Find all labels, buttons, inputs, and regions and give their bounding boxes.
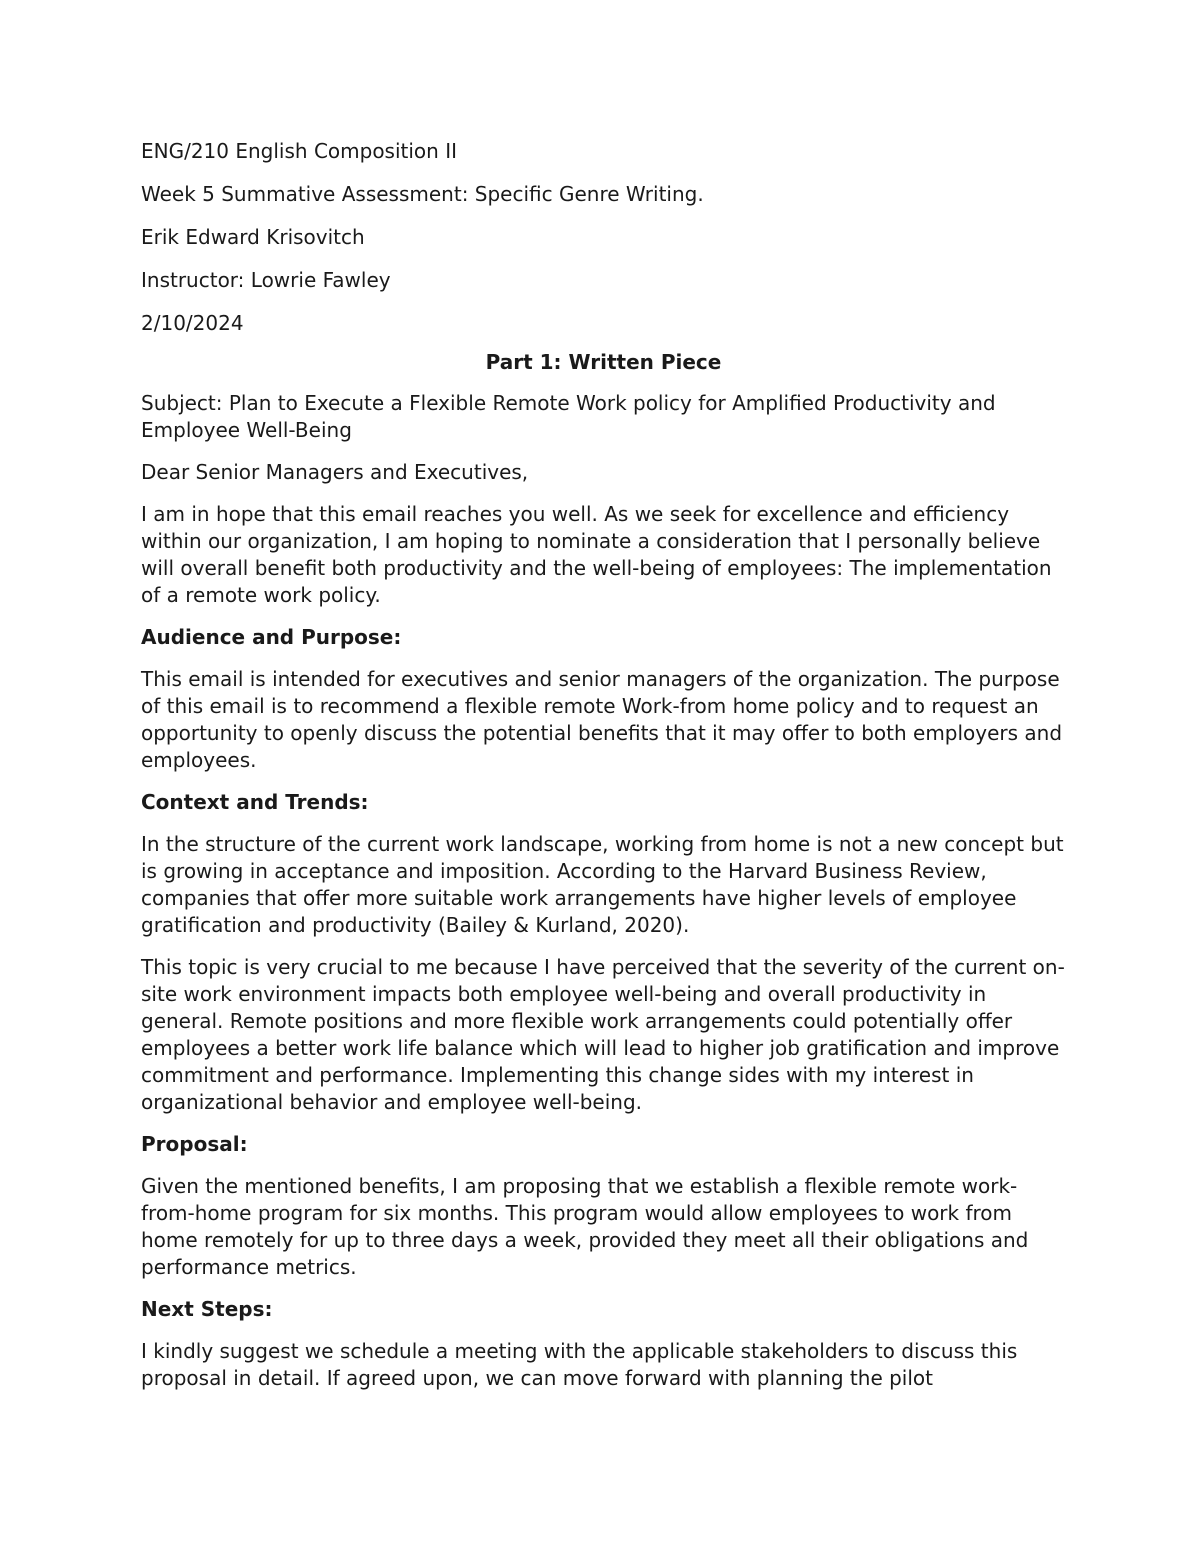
instructor-name: Instructor: Lowrie Fawley	[141, 268, 391, 292]
proposal-heading: Proposal:	[141, 1132, 248, 1156]
proposal-paragraph: Given the mentioned benefits, I am proposing that we establish a flexible remote work-from-home program for six months. This program would allow employees to work from home remotely for up to three days a week, provided they meet all their obligations and performance metrics.	[141, 1174, 1029, 1279]
context-paragraph-1: In the structure of the current work landscape, working from home is not a new concept but is growing in acceptance and imposition. According to the Harvard Business Review, companies that offer more suitable work arrangements have higher levels of employee gratification and productivity (Bailey & Kurland, 2020).	[141, 832, 1064, 937]
subject-line: Subject: Plan to Execute a Flexible Remote Work policy for Amplified Productivity and Employee Well-Being	[141, 391, 996, 442]
next-steps-paragraph: I kindly suggest we schedule a meeting with the applicable stakeholders to discuss this proposal in detail. If agreed upon, we can move forward with planning the pilot	[141, 1339, 1018, 1390]
next-steps-heading: Next Steps:	[141, 1297, 273, 1321]
context-paragraph-2: This topic is very crucial to me because I have perceived that the severity of the current on-site work environment impacts both employee well-being and overall productivity in general. Remote positions and more flexible work arrangements could potentially offer employees a better work life balance which will lead to higher job gratification and improve commitment and performance. Implementing this change sides with my interest in organizational behavior and employee well-being.	[141, 955, 1065, 1114]
salutation: Dear Senior Managers and Executives,	[141, 460, 529, 484]
document-date: 2/10/2024	[141, 311, 244, 335]
intro-paragraph: I am in hope that this email reaches you well. As we seek for excellence and efficiency within our organization, I am hoping to nominate a consideration that I personally believe will overall benefit both productivity and the well-being of employees: The implementation of a remote work policy.	[141, 502, 1052, 607]
audience-heading: Audience and Purpose:	[141, 625, 402, 649]
document-page	[141, 138, 1066, 1407]
part-title: Part 1: Written Piece	[485, 350, 722, 374]
assignment-title: Week 5 Summative Assessment: Specific Genre Writing.	[141, 182, 704, 206]
context-heading: Context and Trends:	[141, 790, 369, 814]
course-title: ENG/210 English Composition II	[141, 139, 457, 163]
audience-paragraph: This email is intended for executives and senior managers of the organization. The purpose of this email is to recommend a flexible remote Work-from home policy and to request an opportunity to openly discuss the potential benefits that it may offer to both employers and employees.	[141, 667, 1063, 772]
author-name: Erik Edward Krisovitch	[141, 225, 365, 249]
